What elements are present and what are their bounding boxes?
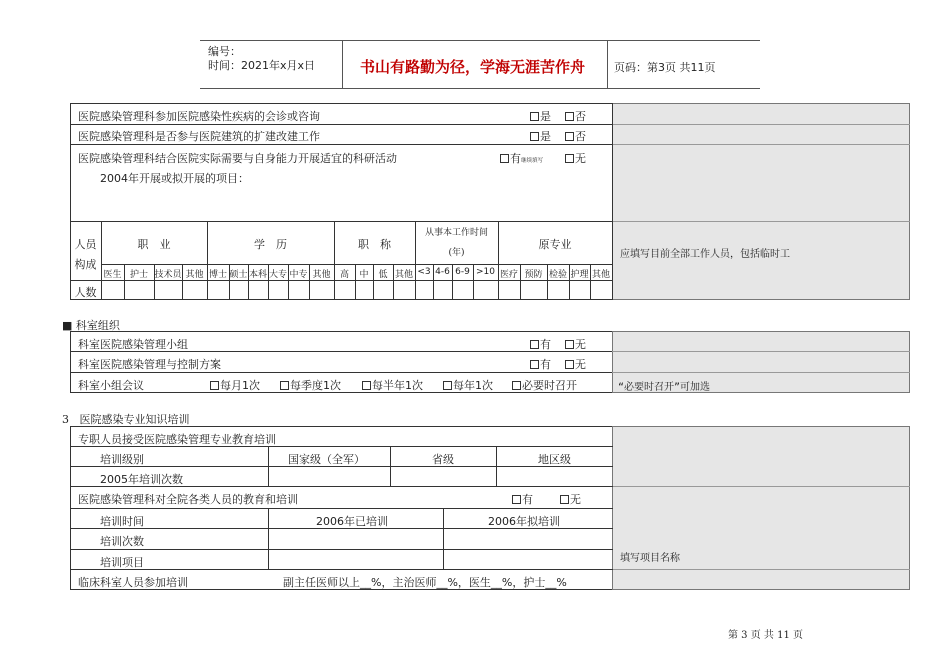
checkbox-icon — [280, 381, 289, 390]
clinic-percentages[interactable]: 副主任医师以上__%，主治医师__%，医生__%，护士__% — [283, 576, 567, 589]
specialty-col-3: 护理 — [570, 270, 589, 280]
training-items-label: 培训项目 — [100, 556, 144, 569]
sec2-row1-yes[interactable]: 有 — [530, 336, 551, 352]
checkbox-icon — [565, 132, 574, 141]
count-2005-national[interactable] — [270, 468, 388, 484]
header-years-2: (年) — [448, 248, 465, 258]
sec2-title: ■ 科室组织 — [62, 319, 120, 332]
occupation-count-cell[interactable] — [102, 281, 123, 299]
checkbox-icon — [530, 360, 539, 369]
meeting-opt-monthly[interactable]: 每月1次 — [210, 377, 260, 393]
sec2-row1-no[interactable]: 无 — [565, 336, 586, 352]
header-specialty: 原专业 — [538, 238, 572, 251]
occupation-col-0: 医生 — [103, 270, 122, 280]
occupation-col-1: 护士 — [129, 270, 148, 280]
sec3-r1-label: 专职人员接受医院感染管理专业教育培训 — [78, 433, 276, 446]
occupation-count-cell[interactable] — [155, 281, 181, 299]
motto: 书山有路勤为径，学海无涯苦作舟 — [360, 58, 586, 76]
meeting-opt-quarterly[interactable]: 每季度1次 — [280, 377, 341, 393]
specialty-col-1: 预防 — [524, 270, 543, 280]
training-count-plan[interactable] — [445, 530, 611, 547]
staff-label-renyuan: 人员 — [74, 238, 97, 251]
occupation-count-cell[interactable] — [125, 281, 153, 299]
sec3-side-panel — [612, 426, 910, 590]
education-col-1: 硕士 — [229, 270, 248, 280]
checkbox-icon — [443, 381, 452, 390]
checkbox-icon — [565, 340, 574, 349]
training-level-label: 培训级别 — [100, 453, 144, 466]
title-count-cell[interactable] — [335, 281, 354, 299]
sec1-row2-no[interactable]: 否 — [565, 128, 586, 144]
education-count-cell[interactable] — [249, 281, 267, 299]
years-count-cell[interactable] — [453, 281, 472, 299]
staff-label-goucheng: 构成 — [74, 258, 97, 271]
checkbox-icon — [565, 360, 574, 369]
doc-time: 时间：2021年x月x日 — [208, 59, 316, 72]
sec1-row2-yes[interactable]: 是 — [530, 128, 551, 144]
training-count-label: 培训次数 — [100, 535, 144, 548]
occupation-col-2: 技术员 — [154, 270, 182, 280]
specialty-count-cell[interactable] — [548, 281, 568, 299]
training-time-label: 培训时间 — [100, 515, 144, 528]
sec1-side-panel — [612, 103, 910, 300]
edu-yes[interactable]: 有 — [512, 491, 533, 507]
education-col-3: 大专 — [268, 270, 287, 280]
sec2-row3-label: 科室小组会议 — [78, 379, 144, 392]
education-count-cell[interactable] — [289, 281, 308, 299]
sec3-side-note: 填写项目名称 — [620, 553, 680, 564]
checkbox-icon — [560, 495, 569, 504]
sec2-row2-yes[interactable]: 有 — [530, 356, 551, 372]
occupation-count-cell[interactable] — [183, 281, 206, 299]
level-national: 国家级（全军） — [288, 453, 365, 466]
years-col-3: >10 — [476, 267, 495, 277]
sec1-row3-sub: 2004年开展或拟开展的项目： — [100, 172, 249, 185]
years-count-cell[interactable] — [434, 281, 451, 299]
sec1-row2-label: 医院感染管理科是否参与医院建筑的扩建改建工作 — [78, 130, 320, 143]
sec1-row3-no[interactable]: 无 — [565, 150, 586, 166]
years-count-cell[interactable] — [416, 281, 432, 299]
specialty-count-cell[interactable] — [521, 281, 546, 299]
checkbox-icon — [565, 112, 574, 121]
training-items-done[interactable] — [270, 551, 441, 568]
checkbox-icon — [530, 112, 539, 121]
specialty-count-cell[interactable] — [499, 281, 519, 299]
checkbox-icon — [500, 154, 509, 163]
education-col-0: 博士 — [208, 270, 227, 280]
specialty-col-0: 医疗 — [499, 270, 518, 280]
checkbox-icon — [512, 495, 521, 504]
education-count-cell[interactable] — [269, 281, 287, 299]
plan-2006-header: 2006年拟培训 — [488, 515, 560, 528]
page-footer: 第 3 页 共 11 页 — [728, 630, 803, 641]
sec1-row3-yes[interactable]: 有继续填写 — [500, 150, 543, 166]
title-count-cell[interactable] — [394, 281, 414, 299]
education-col-2: 本科 — [248, 270, 267, 280]
count-2005-provincial[interactable] — [392, 468, 494, 484]
header-title: 职 称 — [358, 238, 391, 251]
education-col-5: 其他 — [312, 270, 331, 280]
title-count-cell[interactable] — [374, 281, 392, 299]
sec2-row2-no[interactable]: 无 — [565, 356, 586, 372]
specialty-count-cell[interactable] — [570, 281, 589, 299]
sec2-row2-label: 科室医院感染管理与控制方案 — [78, 358, 221, 371]
sec2-row1-label: 科室医院感染管理小组 — [78, 338, 188, 351]
title-col-2: 低 — [378, 270, 388, 280]
specialty-col-4: 其他 — [591, 270, 610, 280]
done-2006-header: 2006年已培训 — [316, 515, 388, 528]
clinic-label: 临床科室人员参加培训 — [78, 576, 188, 589]
doc-number: 编号： — [208, 45, 241, 58]
header-occupation: 职 业 — [137, 238, 171, 251]
edu-no[interactable]: 无 — [560, 491, 581, 507]
checkbox-icon — [210, 381, 219, 390]
sec1-row3-label: 医院感染管理科结合医院实际需要与自身能力开展适宜的科研活动 — [78, 152, 397, 165]
specialty-col-2: 检验 — [548, 270, 567, 280]
title-count-cell[interactable] — [356, 281, 372, 299]
sec1-row1-no[interactable]: 否 — [565, 108, 586, 124]
checkbox-icon — [530, 132, 539, 141]
education-count-cell[interactable] — [310, 281, 333, 299]
education-count-cell[interactable] — [208, 281, 228, 299]
meeting-opt-halfyear[interactable]: 每半年1次 — [362, 377, 423, 393]
years-count-cell[interactable] — [474, 281, 497, 299]
bullet-square-icon: ■ — [62, 319, 73, 332]
meeting-opt-yearly[interactable]: 每年1次 — [443, 377, 493, 393]
sec2-side-note: “必要时召开”可加选 — [618, 382, 711, 393]
level-regional: 地区级 — [538, 453, 571, 466]
occupation-col-3: 其他 — [185, 270, 204, 280]
years-col-0: <3 — [417, 267, 431, 277]
training-items-plan[interactable] — [445, 551, 611, 568]
staff-label-renshu: 人数 — [74, 286, 97, 299]
page-info: 页码：第3页 共11页 — [614, 61, 716, 74]
checkbox-icon — [565, 154, 574, 163]
level-provincial: 省级 — [432, 453, 454, 466]
meeting-opt-asneeded[interactable]: 必要时召开 — [512, 377, 577, 393]
title-col-0: 高 — [339, 270, 349, 280]
sec1-side-note: 应填写目前全部工作人员，包括临时工 — [620, 249, 790, 260]
checkbox-icon — [512, 381, 521, 390]
training-count-done[interactable] — [270, 530, 441, 547]
sec1-row1-yes[interactable]: 是 — [530, 108, 551, 124]
header-education: 学 历 — [254, 238, 287, 251]
years-col-2: 6-9 — [455, 267, 470, 277]
edu-label: 医院感染管理科对全院各类人员的教育和培训 — [78, 493, 298, 506]
title-col-3: 其他 — [394, 270, 413, 280]
header-years-1: 从事本工作时间 — [424, 228, 488, 238]
sec1-row1-label: 医院感染管理科参加医院感染性疾病的会诊或咨询 — [78, 110, 320, 123]
sec3-title: 3 医院感染专业知识培训 — [62, 413, 190, 426]
continue-note: 继续填写 — [521, 158, 544, 164]
title-col-1: 中 — [359, 270, 369, 280]
count-2005-regional[interactable] — [498, 468, 610, 484]
count-2005-label: 2005年培训次数 — [100, 473, 183, 486]
checkbox-icon — [362, 381, 371, 390]
years-col-1: 4-6 — [435, 267, 450, 277]
checkbox-icon — [530, 340, 539, 349]
education-count-cell[interactable] — [230, 281, 247, 299]
specialty-count-cell[interactable] — [591, 281, 611, 299]
education-col-4: 中专 — [289, 270, 308, 280]
